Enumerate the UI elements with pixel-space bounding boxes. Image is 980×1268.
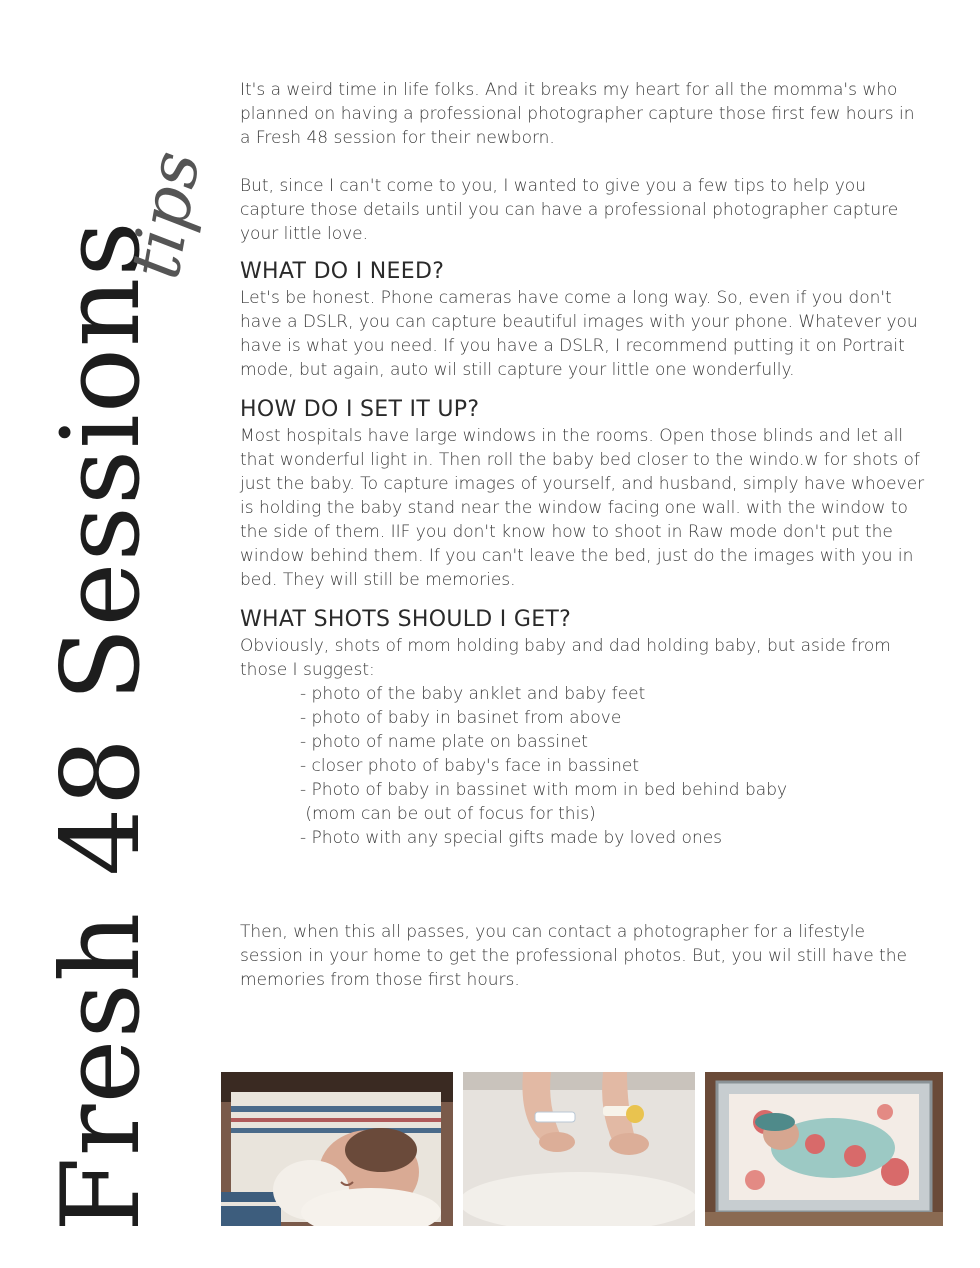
intro-paragraph-2: But, since I can't come to you, I wanted to give you a few tips to help you capture those details until you can have a professional photographer capture your little love. <box>240 176 899 244</box>
section-heading-how-do-i-set-it-up: HOW DO I SET IT UP? <box>240 397 480 422</box>
section-heading-what-do-i-need: WHAT DO I NEED? <box>240 259 445 284</box>
list-item: - closer photo of baby's face in bassinet <box>300 756 639 776</box>
photo-strip <box>221 1072 943 1226</box>
list-item: - photo of name plate on bassinet <box>300 732 588 752</box>
baby-feet-anklet-photo-icon <box>463 1072 695 1226</box>
intro-paragraph-1: It's a weird time in life folks. And it breaks my heart for all the momma's who planned on having a professional photographer capture those first few hours in a Fresh 48 session for their newborn. <box>240 80 915 148</box>
closing-paragraph: Then, when this all passes, you can contact a photographer for a lifestyle session in your home to get the professional photos. But, you wil still have the memories from those first hours. <box>240 922 907 990</box>
tips-script-word: tips <box>116 145 217 285</box>
section-body-what-shots: Obviously, shots of mom holding baby and dad holding baby, but aside from those I suggest: <box>240 636 891 680</box>
section-body-what-do-i-need: Let's be honest. Phone cameras have come a long way. So, even if you don't have a DSLR, you can capture beautiful images with your phone. Whatever you have is what you need. If you have a DSLR, I recommend putting it on Portrait mode, but again, auto wil still capture your little one wonderfully. <box>240 288 918 380</box>
list-item: - photo of the baby anklet and baby feet <box>300 684 646 704</box>
list-item: (mom can be out of focus for this) <box>300 804 596 824</box>
baby-feet-anklet-photo <box>463 1072 695 1226</box>
newborn-face-photo <box>221 1072 453 1226</box>
section-heading-what-shots: WHAT SHOTS SHOULD I GET? <box>240 607 572 632</box>
newborn-face-photo-icon <box>221 1072 453 1226</box>
baby-in-bassinet-photo-icon <box>705 1072 943 1226</box>
list-item: - Photo of baby in bassinet with mom in bed behind baby <box>300 780 788 800</box>
section-body-how-do-i-set-it-up: Most hospitals have large windows in the rooms. Open those blinds and let all that wonderful light in. Then roll the baby bed closer to the windo.w for shots of just the baby. To capture images of yourself, and husband, simply have whoever is holding the baby stand near the window facing one wall. with the window to the side of them. IIF you don't know how to shoot in Raw mode don't put the window behind them. If you can't leave the bed, just do the images with you in bed. They will still be memories. <box>240 426 925 590</box>
baby-in-bassinet-photo <box>705 1072 943 1226</box>
page-title: Fresh 48 Sessions <box>39 220 164 1232</box>
article-body <box>240 78 930 992</box>
list-item: - photo of baby in basinet from above <box>300 708 622 728</box>
list-item: - Photo with any special gifts made by loved ones <box>300 828 723 848</box>
shot-list <box>240 682 930 850</box>
